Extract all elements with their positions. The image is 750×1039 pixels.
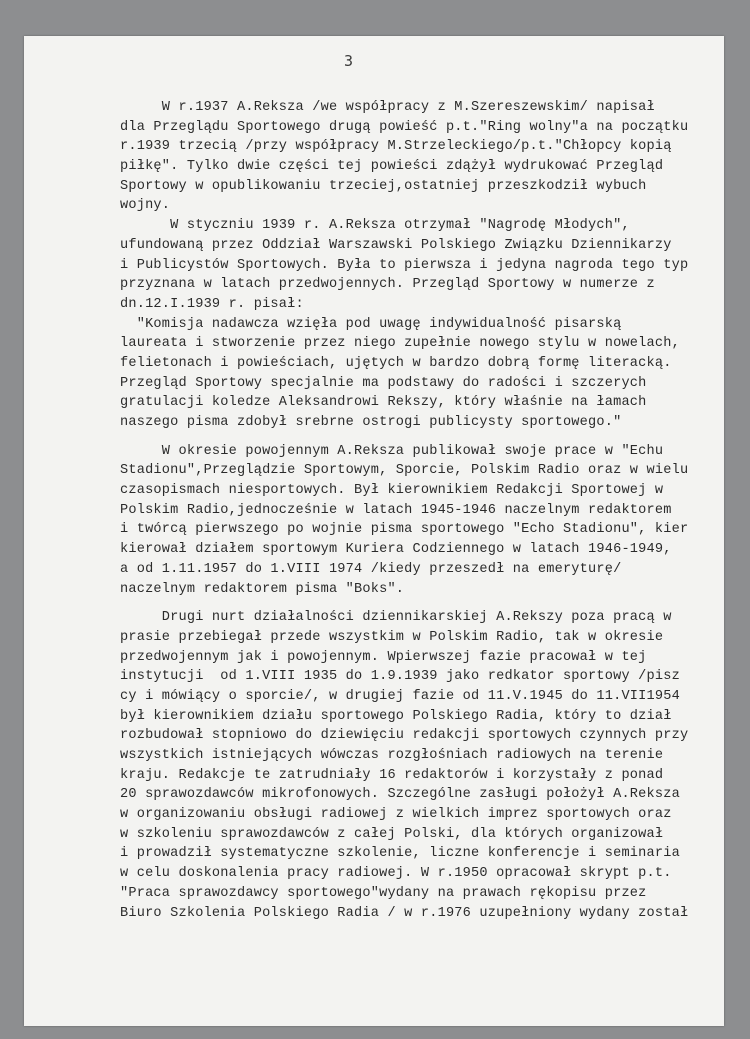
text-line: Sportowy w opublikowaniu trzeciej,ostatniej przeszkodził wybuch — [120, 178, 647, 194]
text-line: czasopismach niesportowych. Był kierownikiem Redakcji Sportowej w — [120, 483, 664, 499]
document-page — [24, 36, 724, 1026]
text-line: w organizowaniu obsługi radiowej z wielkich imprez sportowych oraz — [120, 807, 672, 823]
text-line: wojny. — [120, 198, 171, 214]
text-line: w szkoleniu sprawozdawców z całej Polski, dla których organizował — [120, 826, 664, 842]
text-line: W styczniu 1939 r. A.Reksza otrzymał "Nagrodę Młodych", — [120, 218, 630, 234]
text-line: dn.12.I.1939 r. pisał: — [120, 296, 304, 312]
text-line: cy i mówiący o sporcie/, w drugiej fazie od 11.V.1945 do 11.VII1954 — [120, 688, 680, 704]
text-line: był kierownikiem działu sportowego Polskiego Radia, który to dział — [120, 708, 672, 724]
text-line: i Publicystów Sportowych. Była to pierwsza i jedyna nagroda tego typ — [120, 257, 689, 273]
text-line: naszego pisma zdobył srebrne ostrogi publicysty sportowego." — [120, 415, 622, 430]
text-line: "Praca sprawozdawcy sportowego"wydany na prawach rękopisu przez — [120, 885, 647, 901]
text-line: "Komisja nadawcza wzięła pod uwagę indywidualność pisarską — [120, 316, 622, 332]
text-line: 20 sprawozdawców mikrofonowych. Szczególne zasługi położył A.Reksza — [120, 787, 680, 803]
paragraph-1 — [120, 98, 714, 216]
text-line: W okresie powojennym A.Reksza publikował swoje prace w "Echu — [120, 443, 664, 459]
text-line: Polskim Radio,jednocześnie w latach 1945-1946 naczelnym redaktorem — [120, 502, 672, 518]
text-line: felietonach i powieściach, ujętych w bardzo dobrą formę literacką. — [120, 355, 672, 371]
text-line: i twórcą pierwszego po wojnie pisma sportowego "Echo Stadionu", kier — [120, 522, 689, 538]
text-line: przedwojennym jak i powojennym. Wpierwszej fazie pracował w tej — [120, 649, 647, 665]
document-body — [120, 98, 714, 923]
text-line: r.1939 trzecią /przy współpracy M.Strzeleckiego/p.t."Chłopcy kopią — [120, 139, 672, 155]
text-line: Stadionu",Przeglądzie Sportowym, Sporcie, Polskim Radio oraz w wielu — [120, 463, 689, 479]
text-line: piłkę". Tylko dwie części tej powieści zdążył wydrukować Przegląd — [120, 159, 664, 175]
text-line: Biuro Szkolenia Polskiego Radia / w r.1976 uzupełniony wydany został — [120, 905, 689, 921]
paragraph-4 — [120, 442, 714, 600]
text-line: a od 1.11.1957 do 1.VIII 1974 /kiedy przeszedł na emeryturę/ — [120, 561, 622, 577]
text-line: Drugi nurt działalności dziennikarskiej A.Rekszy poza pracą w — [120, 610, 672, 626]
text-line: gratulacji koledze Aleksandrowi Rekszy, który właśnie na łamach — [120, 395, 647, 411]
text-line: i prowadził systematyczne szkolenie, liczne konferencje i seminaria — [120, 846, 680, 862]
text-line: rozbudował stopniowo do dziewięciu redakcji sportowych czynnych przy — [120, 728, 689, 744]
text-line: ufundowaną przez Oddział Warszawski Polskiego Związku Dziennikarzy — [120, 237, 672, 253]
paragraph-2 — [120, 216, 714, 314]
text-line: dla Przeglądu Sportowego drugą powieść p.t."Ring wolny"a na początku — [120, 119, 689, 135]
text-line: laureata i stworzenie przez niego zupełnie nowego stylu w nowelach, — [120, 336, 680, 352]
page-number: 3 — [344, 52, 354, 70]
text-line: wszystkich istniejących wówczas rozgłośniach radiowych na terenie — [120, 748, 664, 763]
text-line: kierował działem sportowym Kuriera Codziennego w latach 1946-1949, — [120, 542, 672, 558]
text-line: w celu doskonalenia pracy radiowej. W r.1950 opracował skrypt p.t. — [120, 866, 672, 882]
text-line: kraju. Redakcje te zatrudniały 16 redaktorów i korzystały z ponad — [120, 767, 664, 783]
text-line: instytucji od 1.VIII 1935 do 1.9.1939 jako redkator sportowy /pisz — [120, 669, 680, 685]
text-line: Przegląd Sportowy specjalnie ma podstawy do radości i szczerych — [120, 375, 647, 391]
text-line: W r.1937 A.Reksza /we współpracy z M.Szereszewskim/ napisał — [120, 100, 655, 115]
text-line: prasie przebiegał przede wszystkim w Polskim Radio, tak w okresie — [120, 629, 664, 645]
text-line: przyznana w latach przedwojennych. Przegląd Sportowy w numerze z — [120, 277, 655, 293]
text-line: naczelnym redaktorem pisma "Boks". — [120, 581, 405, 597]
paragraph-5 — [120, 608, 714, 923]
quote-paragraph — [120, 315, 714, 433]
